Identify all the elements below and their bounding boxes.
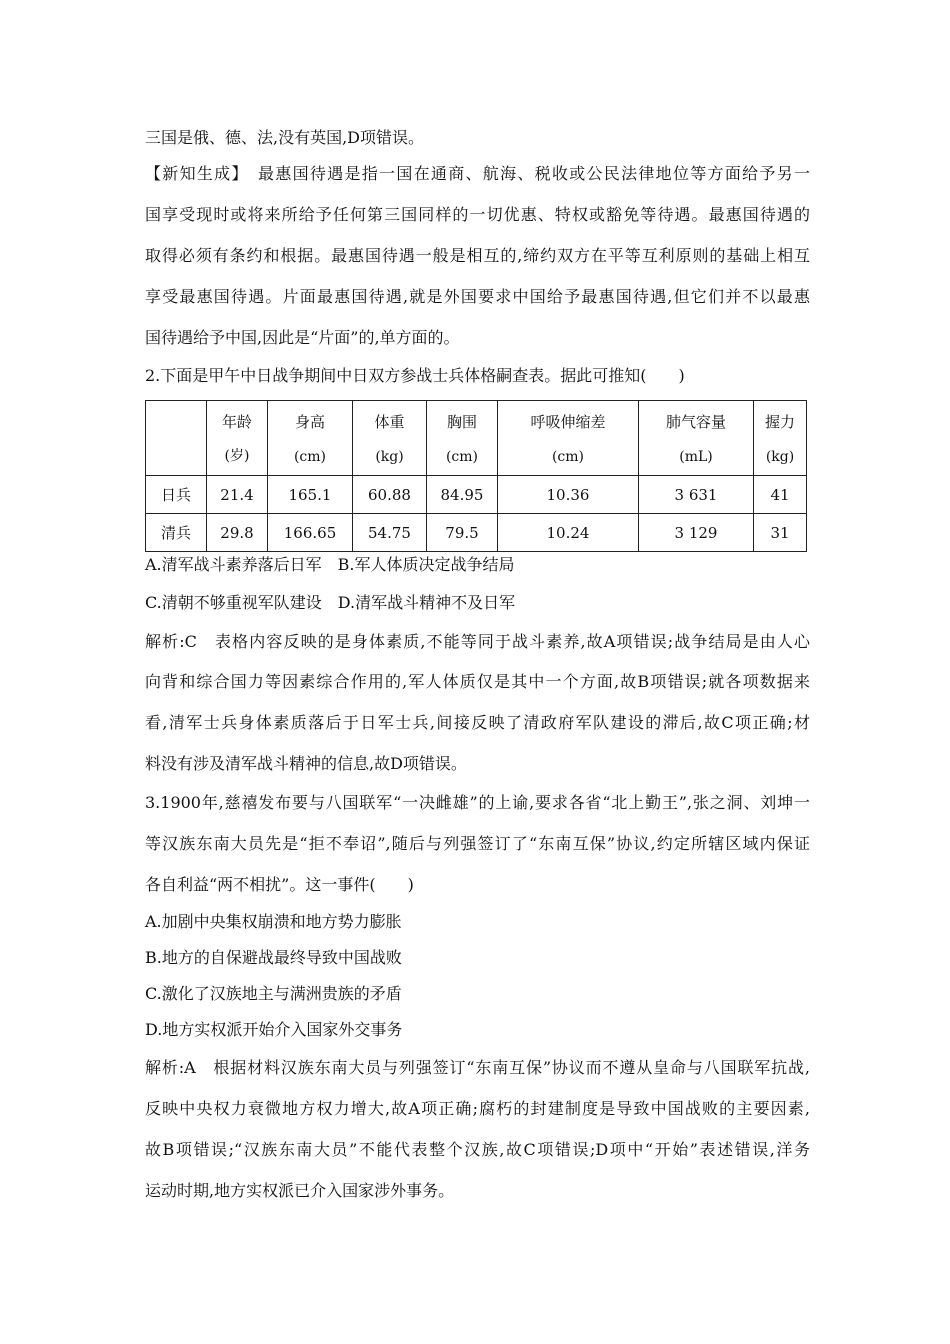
q3-stem-line: 各自利益“两不相扰”。这一事件( ) xyxy=(145,875,414,894)
table-row xyxy=(146,476,807,514)
header-name: 年龄 xyxy=(221,413,252,431)
header-name: 胸围 xyxy=(446,413,477,431)
table-header-cell xyxy=(639,401,754,476)
xinzhi-line: 取得必须有条约和根据。最惠国待遇一般是相互的,缔约双方在平等互利原则的基础上相互 xyxy=(145,246,810,265)
table-header-cell xyxy=(353,401,427,476)
table-cell: 29.8 xyxy=(207,514,268,552)
table-cell: 41 xyxy=(754,476,807,514)
q2-analysis-line: 料没有涉及清军战斗精神的信息,故D项错误。 xyxy=(145,754,467,773)
table-cell: 165.1 xyxy=(268,476,353,514)
q3-stem-line: 3.1900年,慈禧发布要与八国联军“一决雌雄”的上谕,要求各省“北上勤王”,张之洞、刘坤一 xyxy=(145,793,810,812)
physique-table xyxy=(145,400,807,552)
xinzhi-line: 国待遇给予中国,因此是“片面”的,单方面的。 xyxy=(145,328,460,347)
header-unit: (kg) xyxy=(375,449,404,465)
header-unit: (cm) xyxy=(293,449,327,465)
header-name: 身高 xyxy=(294,413,325,431)
q3-option: A.加剧中央集权崩溃和地方势力膨胀 xyxy=(145,912,402,931)
table-header-cell xyxy=(427,401,498,476)
table-header-cell xyxy=(754,401,807,476)
q2-options-line: C.清朝不够重视军队建设 D.清军战斗精神不及日军 xyxy=(145,593,516,612)
table-header-cell xyxy=(498,401,639,476)
header-name: 肺气容量 xyxy=(665,413,726,431)
table-row xyxy=(146,514,807,552)
q2-stem: 2.下面是甲午中日战争期间中日双方参战士兵体格嗣查表。据此可推知( ) xyxy=(145,366,685,385)
header-name: 呼吸伸缩差 xyxy=(530,413,606,431)
q2-analysis-line: 向背和综合国力等因素综合作用的,军人体质仅是其中一个方面,故B项错误;就各项数据来 xyxy=(145,672,810,691)
row-label: 日兵 xyxy=(146,476,207,514)
q2-options-line: A.清军战斗素养落后日军 B.军人体质决定战争结局 xyxy=(145,555,515,574)
q3-analysis-line: 故B项错误;“汉族东南大员”不能代表整个汉族,故C项错误;D项中“开始”表述错误,洋务 xyxy=(145,1140,810,1159)
intro-line: 三国是俄、德、法,没有英国,D项错误。 xyxy=(145,128,425,147)
table-header-row xyxy=(146,401,807,476)
table-cell: 10.24 xyxy=(498,514,639,552)
xinzhi-line: 【新知生成】 最惠国待遇是指一国在通商、航海、税收或公民法律地位等方面给予另一 xyxy=(145,164,810,183)
header-unit: (岁) xyxy=(224,448,250,464)
q2-analysis-line: 解析:C 表格内容反映的是身体素质,不能等同于战斗素养,故A项错误;战争结局是由人心 xyxy=(145,632,810,651)
q3-analysis-line: 解析:A 根据材料汉族东南大员与列强签订“东南互保”协议而不遵从皇命与八国联军抗战, xyxy=(145,1058,810,1077)
q3-option: C.激化了汉族地主与满洲贵族的矛盾 xyxy=(145,984,402,1003)
table-cell: 166.65 xyxy=(268,514,353,552)
table-cell: 3 631 xyxy=(639,476,754,514)
table-cell: 84.95 xyxy=(427,476,498,514)
header-name: 握力 xyxy=(764,413,795,431)
q3-stem-line: 等汉族东南大员先是“拒不奉诏”,随后与列强签订了“东南互保”协议,约定所辖区域内保证 xyxy=(145,834,810,853)
header-unit: (mL) xyxy=(679,449,713,465)
table-cell: 3 129 xyxy=(639,514,754,552)
table-header-cell xyxy=(268,401,353,476)
q3-option: D.地方实权派开始介入国家外交事务 xyxy=(145,1020,403,1039)
table-cell: 21.4 xyxy=(207,476,268,514)
q2-analysis-line: 看,清军士兵身体素质落后于日军士兵,间接反映了清政府军队建设的滞后,故C项正确;材 xyxy=(145,713,810,732)
table-cell: 10.36 xyxy=(498,476,639,514)
xinzhi-line: 国享受现时或将来所给予任何第三国同样的一切优惠、特权或豁免等待遇。最惠国待遇的 xyxy=(145,205,810,224)
table-cell: 54.75 xyxy=(353,514,427,552)
q3-analysis-line: 反映中央权力衰微地方权力增大,故A项正确;腐朽的封建制度是导致中国战败的主要因素, xyxy=(145,1099,810,1118)
header-unit: (cm) xyxy=(551,449,585,465)
table-cell: 79.5 xyxy=(427,514,498,552)
table-corner-cell xyxy=(146,401,207,476)
q3-option: B.地方的自保避战最终导致中国战败 xyxy=(145,948,402,967)
xinzhi-line: 享受最惠国待遇。片面最惠国待遇,就是外国要求中国给予最惠国待遇,但它们并不以最惠 xyxy=(145,287,810,306)
header-unit: (kg) xyxy=(765,449,795,465)
header-unit: (cm) xyxy=(445,449,479,465)
table-cell: 60.88 xyxy=(353,476,427,514)
row-label: 清兵 xyxy=(146,514,207,552)
q3-analysis-line: 运动时期,地方实权派已介入国家涉外事务。 xyxy=(145,1181,455,1200)
table-cell: 31 xyxy=(754,514,807,552)
table-header-cell xyxy=(207,401,268,476)
header-name: 体重 xyxy=(374,413,405,431)
